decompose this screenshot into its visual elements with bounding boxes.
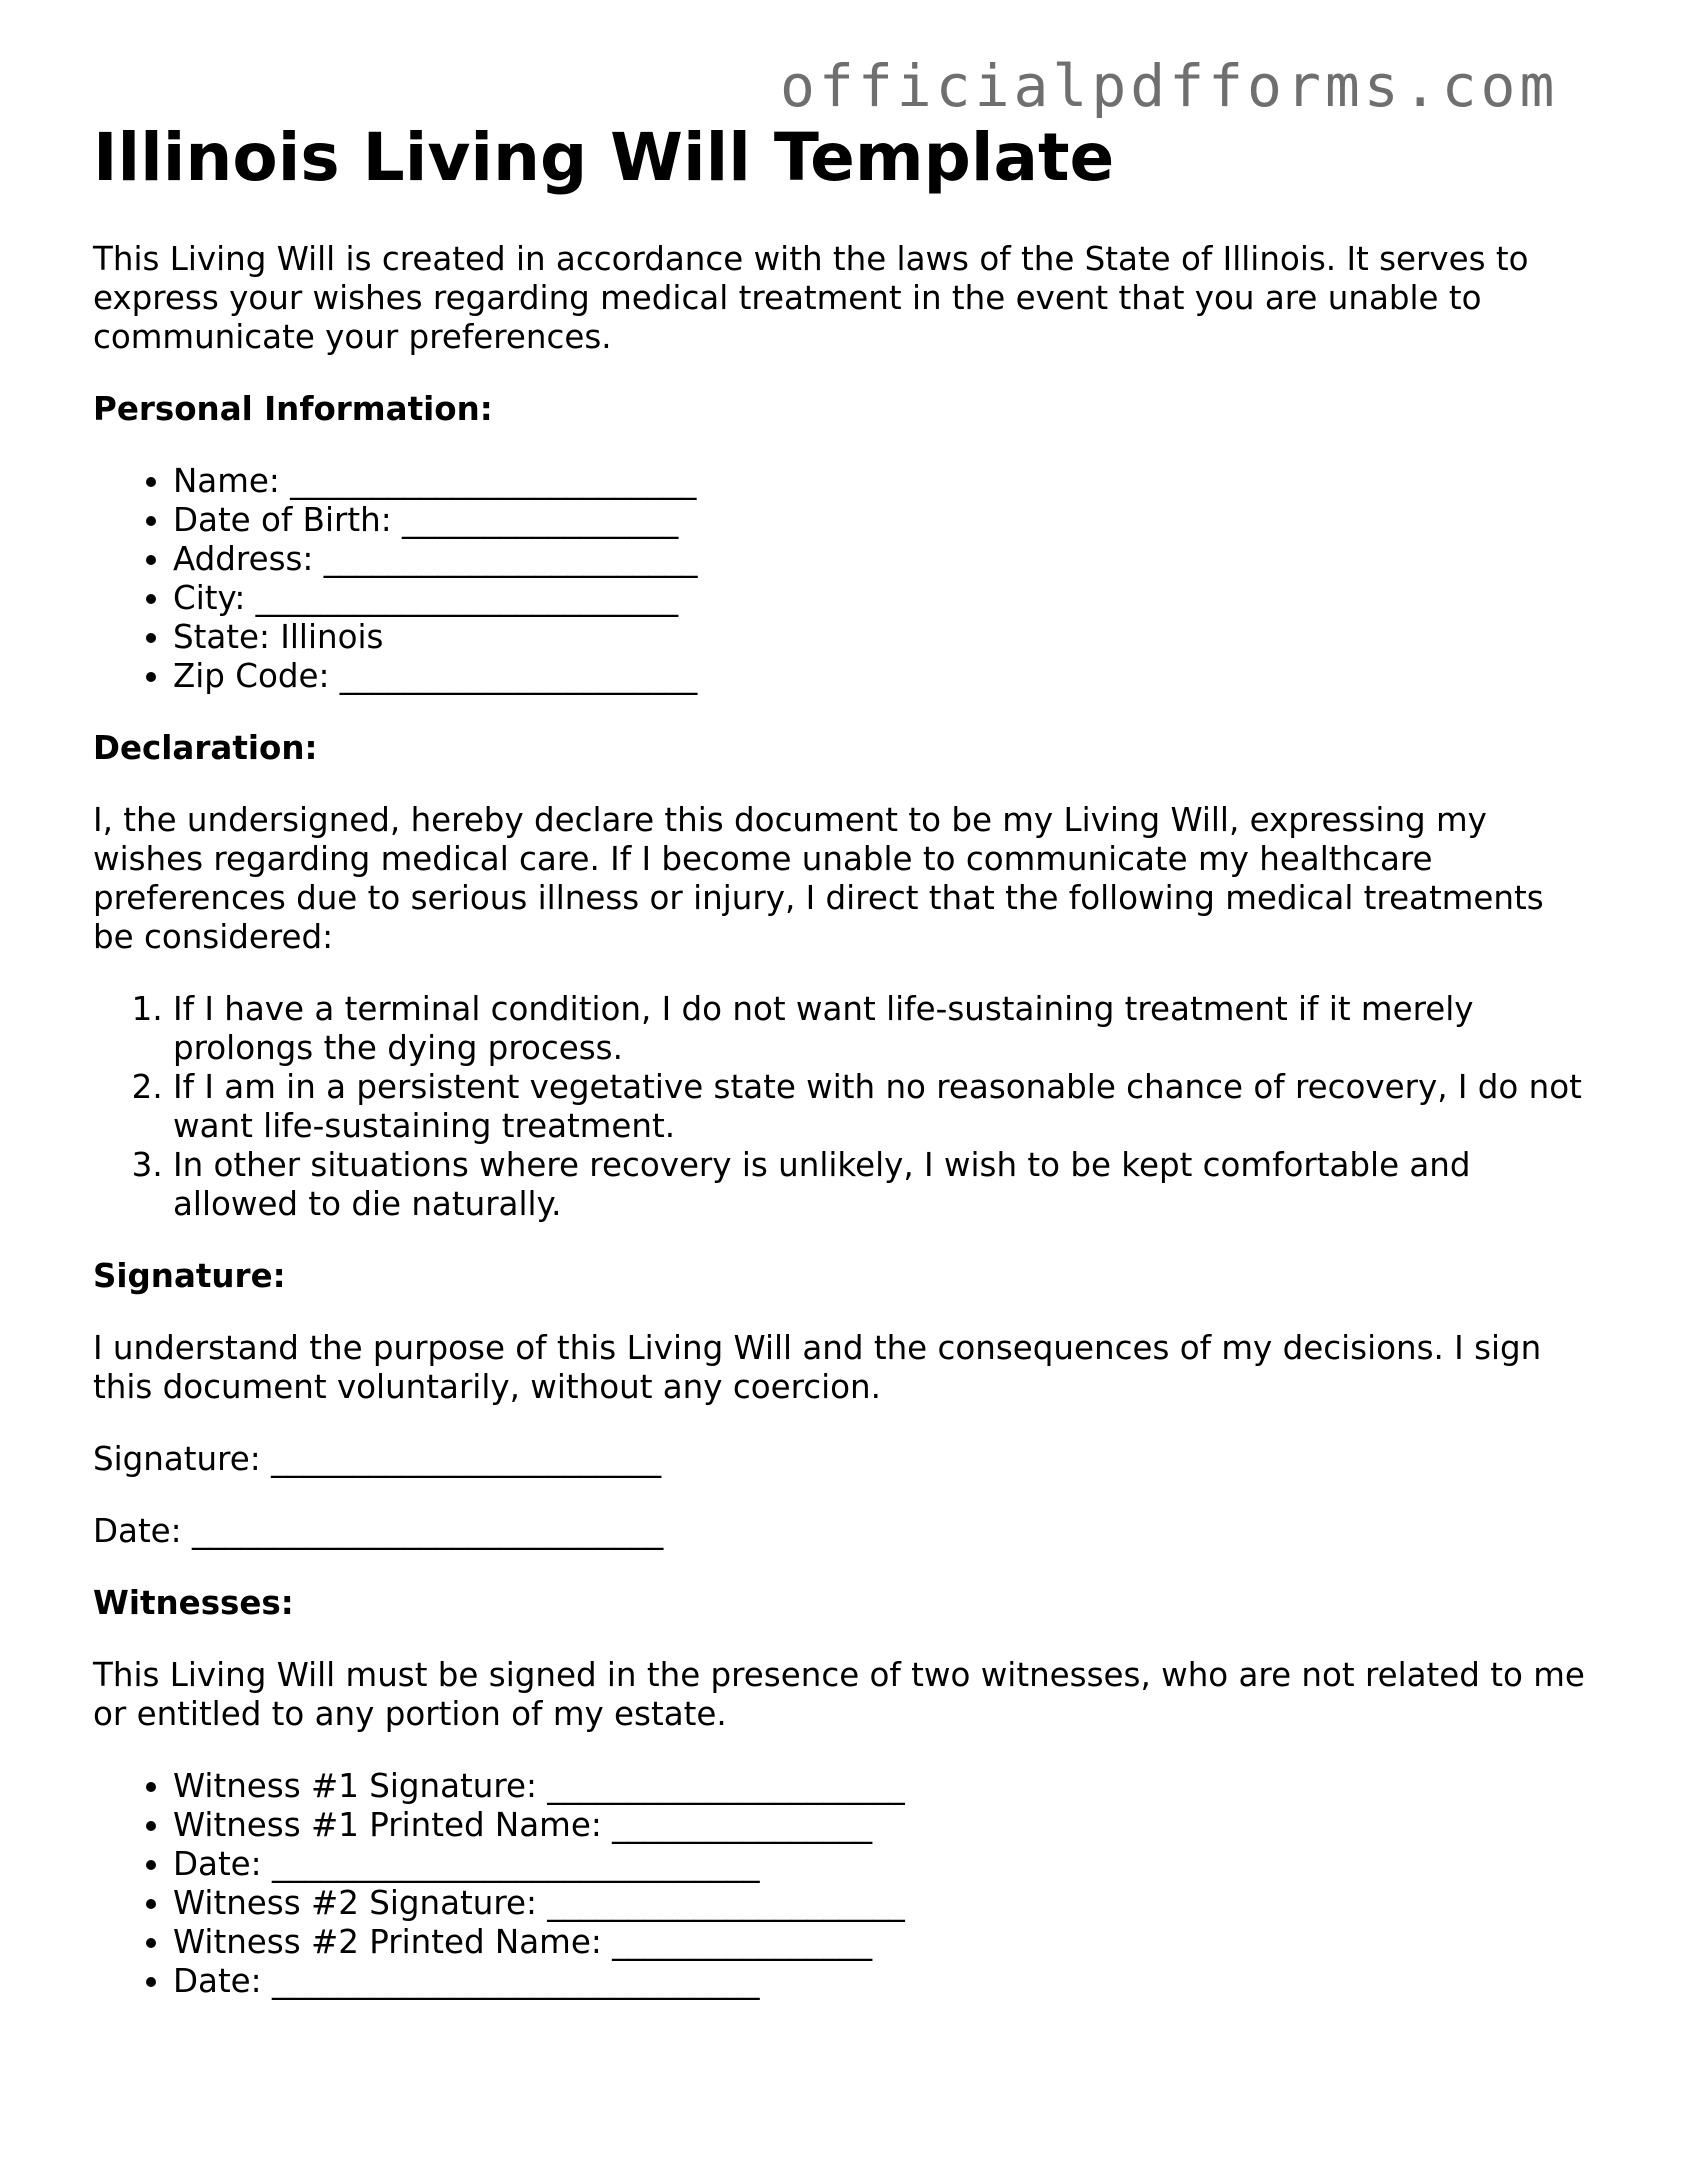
declaration-item: 1. If I have a terminal condition, I do not want life-sustaining treatment if it merely prolongs the dying process. [173,990,1593,1068]
witness-2-signature-field: • Witness #2 Signature: ______________________ [173,1884,1593,1923]
signature-paragraph: I understand the purpose of this Living Will and the consequences of my decisions. I sign this document voluntarily, without any coercion. [93,1329,1542,1406]
signature-field: Signature: ________________________ [93,1440,662,1478]
declaration-item: 2. If I am in a persistent vegetative state with no reasonable chance of recovery, I do not want life-sustaining treatment. [173,1068,1593,1146]
witness-2-printed-name-field: • Witness #2 Printed Name: ________________ [173,1923,1593,1962]
document-page [93,118,1593,2034]
witness-1-printed-name-field: • Witness #1 Printed Name: ________________ [173,1806,1593,1845]
address-field: • Address: _______________________ [173,540,1593,579]
witnesses-heading: Witnesses: [93,1584,294,1622]
personal-info-heading: Personal Information: [93,390,493,428]
zip-code-field: • Zip Code: ______________________ [173,657,1593,696]
watermark-text: officialpdfforms.com [780,52,1559,120]
declaration-paragraph: I, the undersigned, hereby declare this document to be my Living Will, expressing my wishes regarding medical care. If I become unable to communicate my healthcare preferences due to serious illness or injury, I direct that the following medical treatments be considered: [93,801,1544,956]
intro-paragraph: This Living Will is created in accordance with the laws of the State of Illinois. It serves to express your wishes regarding medical treatment in the event that you are unable to communicate your preferences. [93,240,1529,356]
declaration-item: 3. In other situations where recovery is unlikely, I wish to be kept comfortable and allowed to die naturally. [173,1146,1593,1224]
witness-1-date-field: • Date: ______________________________ [173,1845,1593,1884]
declaration-list [93,990,1593,1224]
witness-2-date-field: • Date: ______________________________ [173,1962,1593,2001]
signature-heading: Signature: [93,1257,286,1295]
name-field: • Name: _________________________ [173,462,1593,501]
witness-1-signature-field: • Witness #1 Signature: ______________________ [173,1767,1593,1806]
witnesses-paragraph: This Living Will must be signed in the presence of two witnesses, who are not related to me or entitled to any portion of my estate. [93,1656,1585,1733]
personal-info-list [93,462,1593,696]
city-field: • City: __________________________ [173,579,1593,618]
declaration-heading: Declaration: [93,729,318,767]
signature-date-field: Date: _____________________________ [93,1512,664,1550]
document-title: Illinois Living Will Template [93,119,1115,196]
witnesses-list [93,1767,1593,2001]
date-of-birth-field: • Date of Birth: _________________ [173,501,1593,540]
state-field: • State: Illinois [173,618,1593,657]
